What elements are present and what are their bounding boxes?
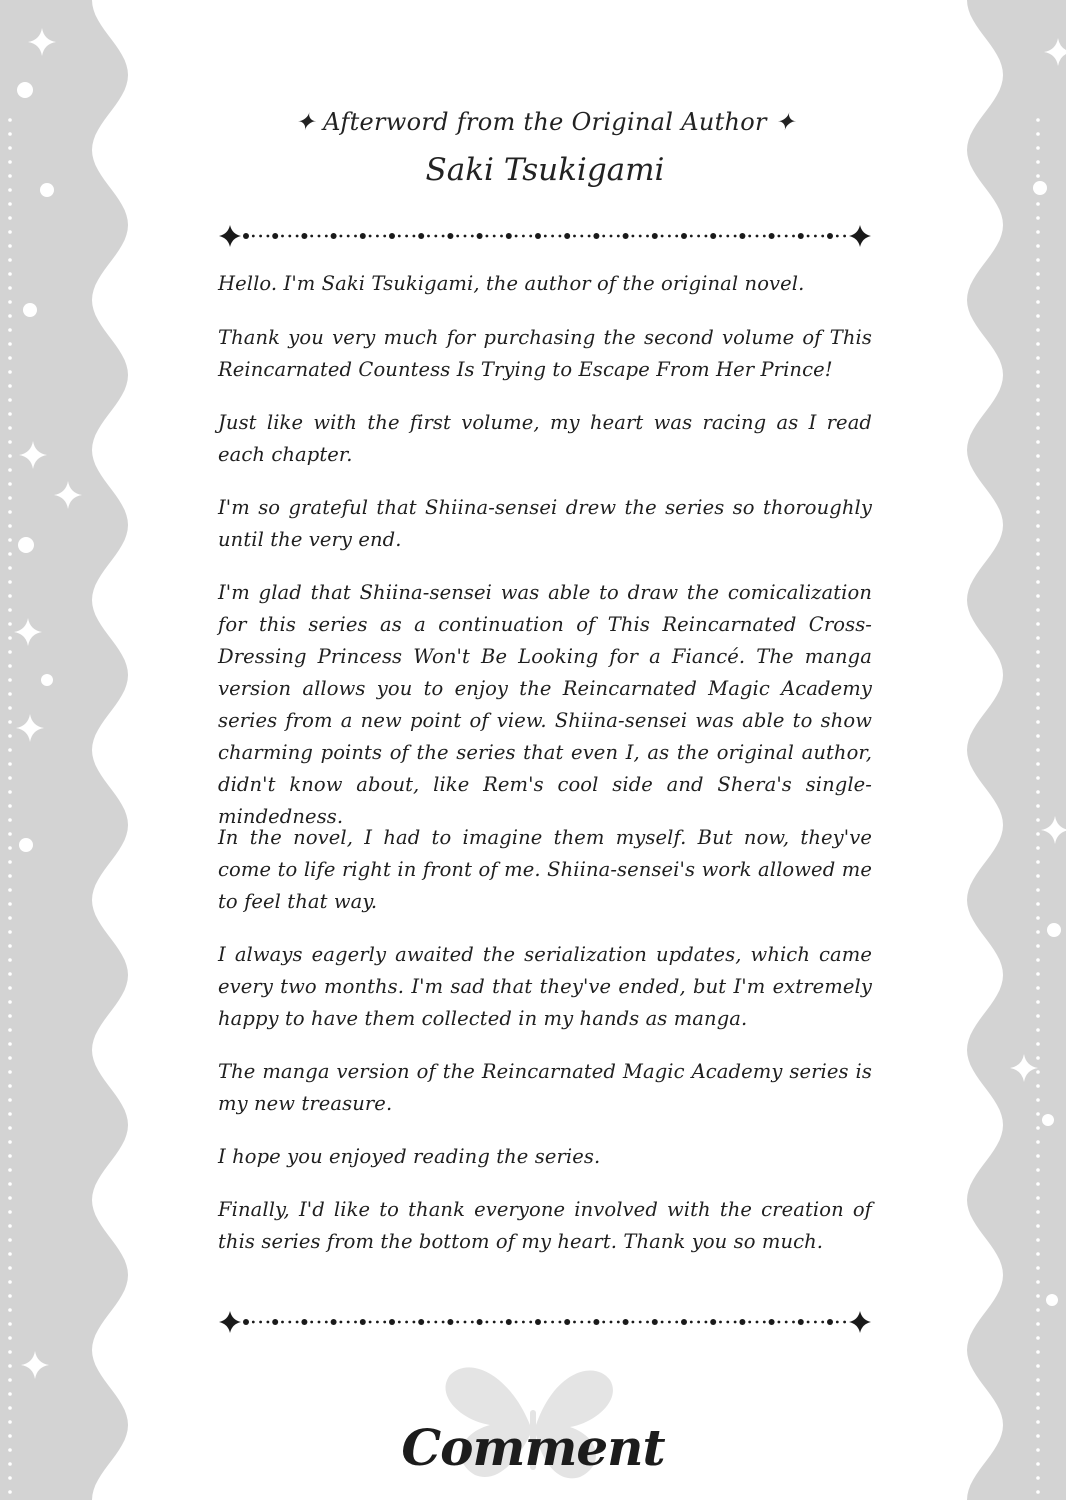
paragraph: The manga version of the Reincarnated Magic Academy series is my new treasure.	[218, 1060, 872, 1115]
title-star-left-icon: ✦	[294, 108, 324, 136]
paragraph: I hope you enjoyed reading the series.	[218, 1145, 601, 1168]
paragraph: Finally, I'd like to thank everyone involved with the creation of this series from the bottom of my heart. Thank you so much.	[218, 1198, 872, 1253]
author-name: Saki Tsukigami	[425, 152, 665, 188]
paragraph: Thank you very much for purchasing the second volume of This Reincarnated Countess Is Trying to Escape From Her Prince!	[218, 326, 872, 381]
paragraph: I'm glad that Shiina-sensei was able to draw the comicalization for this series as a continuation of This Reincarnated Cross-Dressing Princess Won't Be Looking for a Fiancé. The manga version allows you to enjoy the Reincarnated Magic Academy series from a new point of view. Shiina-sensei was able to show charming points of the series that even I, as the original author, didn't know about, like Rem's cool side and Shera's single-mindedness.	[218, 581, 872, 828]
paragraph: I always eagerly awaited the serialization updates, which came every two months. I'm sad that they've ended, but I'm extremely happy to have them collected in my hands as manga.	[218, 943, 872, 1030]
afterword-title: ✦ Afterword from the Original Author ✦	[294, 108, 796, 136]
bottom-divider	[216, 1310, 874, 1334]
title-star-right-icon: ✦	[766, 108, 796, 136]
top-divider	[216, 224, 874, 248]
paragraph: Hello. I'm Saki Tsukigami, the author of the original novel.	[218, 272, 805, 295]
comment-label: Comment	[401, 1418, 665, 1477]
paragraph: Just like with the first volume, my heart was racing as I read each chapter.	[218, 411, 872, 466]
paragraph: I'm so grateful that Shiina-sensei drew the series so thoroughly until the very end.	[218, 496, 872, 551]
afterword-content	[218, 0, 872, 1500]
paragraph: In the novel, I had to imagine them myself. But now, they've come to life right in front of me. Shiina-sensei's work allowed me to feel that way.	[218, 826, 872, 913]
